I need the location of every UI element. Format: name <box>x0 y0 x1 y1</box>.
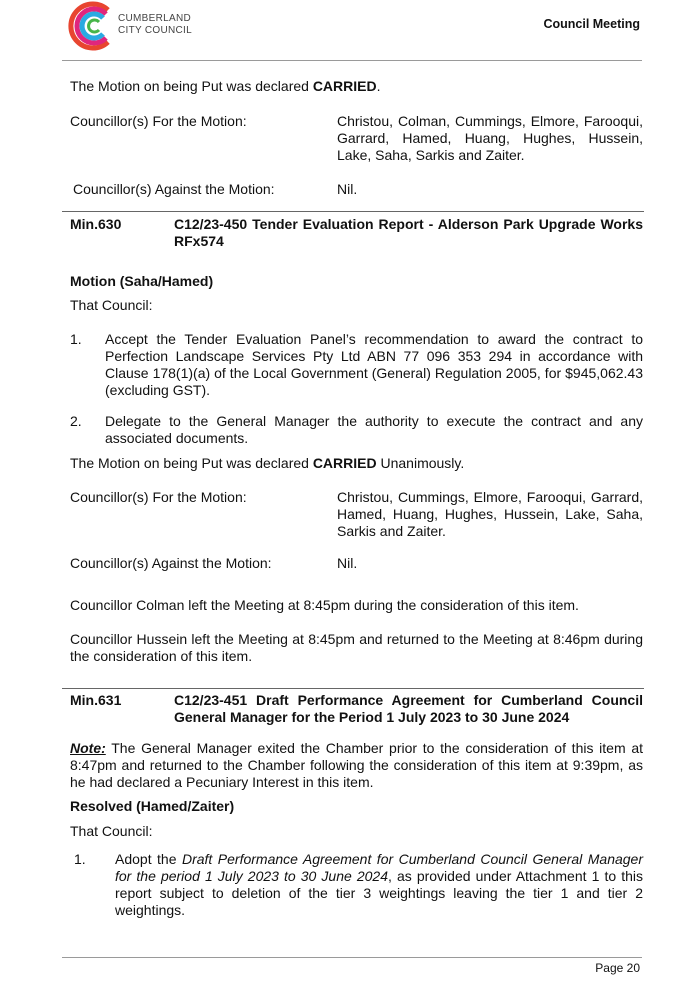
footer-divider <box>62 957 642 958</box>
min630-result-word: CARRIED <box>312 455 377 471</box>
min630-against-names: Nil. <box>337 555 358 571</box>
org-name-line2: CITY COUNCIL <box>118 25 192 36</box>
min631-divider <box>62 688 644 689</box>
min630-for-label: Councillor(s) For the Motion: <box>70 489 247 505</box>
min630-title: C12/23-450 Tender Evaluation Report - Alderson Park Upgrade Works RFx574 <box>174 216 643 249</box>
min631-item1-number: 1. <box>74 851 86 867</box>
org-name-line1: CUMBERLAND <box>118 13 192 24</box>
min630-item2-number: 2. <box>70 413 82 429</box>
header-divider <box>62 60 642 61</box>
min630-against-label: Councillor(s) Against the Motion: <box>70 555 272 571</box>
prev-for-names: Christou, Colman, Cummings, Elmore, Farooqui, Garrard, Hamed, Huang, Hughes, Hussein, Lake, Saha, Sarkis and Zaiter. <box>337 113 643 163</box>
min631-item1-italic: Draft Performance Agreement for Cumberland Council General Manager for the period 1 July 2023 to 30 June 2024 <box>115 851 644 884</box>
min630-item1-number: 1. <box>70 331 82 347</box>
min631-item1-text <box>115 851 643 919</box>
min631-note-text: The General Manager exited the Chamber prior to the consideration of this item at 8:47pm and returned to the Chamber following the consideration of this item at 9:39pm, as he had declared a Pecuniary Interest in this item. <box>70 740 643 790</box>
min630-note-hussein: Councillor Hussein left the Meeting at 8:45pm and returned to the Meeting at 8:46pm during the consideration of this item. <box>70 631 643 664</box>
min630-note-colman: Councillor Colman left the Meeting at 8:45pm during the consideration of this item. <box>70 597 579 613</box>
min631-note-label: Note: <box>70 740 106 756</box>
cumberland-logo-icon <box>64 0 116 52</box>
min630-intro: That Council: <box>70 297 153 313</box>
min631-number: Min.631 <box>70 692 122 708</box>
prev-result-prefix: The Motion on being Put was declared <box>70 78 313 94</box>
min630-motion-heading: Motion (Saha/Hamed) <box>70 273 214 289</box>
min630-number: Min.630 <box>70 216 122 232</box>
min630-result-prefix: The Motion on being Put was declared <box>70 455 313 471</box>
prev-result-word: CARRIED <box>312 78 377 94</box>
min630-result-suffix: Unanimously. <box>376 455 465 471</box>
document-title: Council Meeting <box>543 17 640 31</box>
min630-result <box>70 455 643 472</box>
prev-against-names: Nil. <box>337 181 358 197</box>
min631-note <box>70 740 643 791</box>
min630-item1-text: Accept the Tender Evaluation Panel’s recommendation to award the contract to Perfection Landscape Services Pty Ltd ABN 77 096 353 294 in accordance with Clause 178(1)(a) of the Local Government (General) Regulation 2005, for $945,062.43 (excluding GST). <box>105 331 643 398</box>
min630-divider <box>62 211 644 212</box>
min630-item2-text: Delegate to the General Manager the authority to execute the contract and any associated documents. <box>105 413 643 446</box>
min631-title: C12/23-451 Draft Performance Agreement for Cumberland Council General Manager for the Period 1 July 2023 to 30 June 2024 <box>174 692 643 725</box>
min631-item1-post: , as provided under Attachment 1 to this report subject to deletion of the tier 3 weightings leaving the tier 1 and tier 2 weightings. <box>115 868 643 918</box>
prev-for-label: Councillor(s) For the Motion: <box>70 113 247 129</box>
min631-resolved-heading: Resolved (Hamed/Zaiter) <box>70 798 235 814</box>
prev-result <box>70 78 643 95</box>
prev-against-label: Councillor(s) Against the Motion: <box>73 181 275 197</box>
min630-for-names: Christou, Cummings, Elmore, Farooqui, Garrard, Hamed, Huang, Hughes, Hussein, Lake, Saha, Sarkis and Zaiter. <box>337 489 643 539</box>
org-name <box>118 13 192 37</box>
min631-item1-pre: Adopt the <box>115 851 182 867</box>
page-number: Page 20 <box>595 961 640 975</box>
min631-intro: That Council: <box>70 823 153 839</box>
prev-result-suffix: . <box>376 78 381 94</box>
